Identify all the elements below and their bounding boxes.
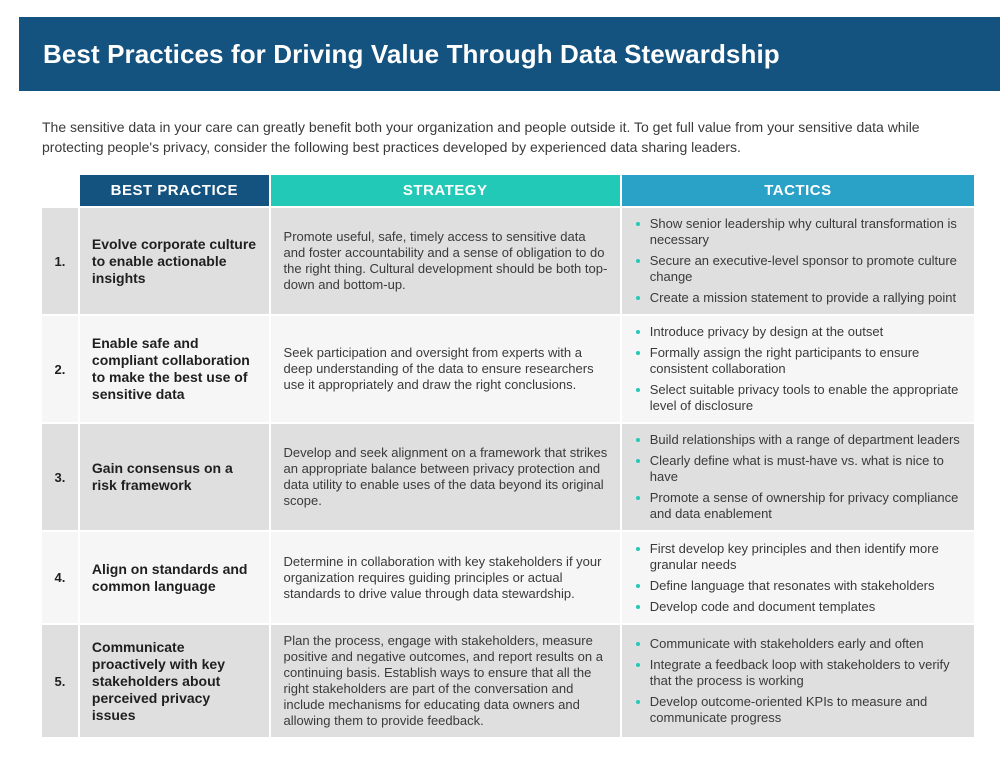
list-item: Introduce privacy by design at the outset bbox=[634, 324, 964, 340]
table-row bbox=[42, 208, 974, 314]
tactics-cell bbox=[622, 424, 974, 530]
practice-cell: Gain consensus on a risk framework bbox=[80, 424, 269, 530]
header-best-practice: BEST PRACTICE bbox=[80, 175, 269, 206]
list-item: Clearly define what is must-have vs. what is nice to have bbox=[634, 453, 964, 485]
practice-cell: Evolve corporate culture to enable actionable insights bbox=[80, 208, 269, 314]
list-item: Communicate with stakeholders early and often bbox=[634, 636, 964, 652]
practice-cell: Communicate proactively with key stakeholders about perceived privacy issues bbox=[80, 625, 269, 737]
list-item: Define language that resonates with stakeholders bbox=[634, 578, 964, 594]
best-practices-table bbox=[42, 175, 974, 737]
row-number: 1. bbox=[42, 208, 78, 314]
tactics-list bbox=[634, 432, 964, 522]
list-item: Formally assign the right participants to ensure consistent collaboration bbox=[634, 345, 964, 377]
tactics-list bbox=[634, 324, 964, 414]
strategy-cell: Seek participation and oversight from experts with a deep understanding of the data to ensure researchers use it appropriately and draw the right conclusions. bbox=[271, 316, 620, 422]
intro-paragraph: The sensitive data in your care can greatly benefit both your organization and people outside it. To get full value from your sensitive data while protecting people's privacy, consider the following best practices developed by experienced data sharing leaders. bbox=[42, 119, 920, 155]
tactics-list bbox=[634, 216, 964, 306]
tactics-cell bbox=[622, 208, 974, 314]
practice-cell: Align on standards and common language bbox=[80, 532, 269, 623]
page-title: Best Practices for Driving Value Through Data Stewardship bbox=[43, 38, 780, 69]
list-item: Build relationships with a range of department leaders bbox=[634, 432, 964, 448]
tactics-list bbox=[634, 541, 964, 615]
table-row bbox=[42, 316, 974, 422]
list-item: Select suitable privacy tools to enable the appropriate level of disclosure bbox=[634, 382, 964, 414]
list-item: Secure an executive-level sponsor to promote culture change bbox=[634, 253, 964, 285]
strategy-cell: Determine in collaboration with key stakeholders if your organization requires guiding principles or actual standards to drive value through data stewardship. bbox=[271, 532, 620, 623]
title-banner bbox=[19, 17, 1000, 91]
table-header-row bbox=[80, 175, 974, 206]
strategy-cell: Develop and seek alignment on a framework that strikes an appropriate balance between privacy protection and data utility to enable uses of the data beyond its original scope. bbox=[271, 424, 620, 530]
tactics-cell bbox=[622, 625, 974, 737]
list-item: Develop outcome-oriented KPIs to measure and communicate progress bbox=[634, 694, 964, 726]
practice-cell: Enable safe and compliant collaboration to make the best use of sensitive data bbox=[80, 316, 269, 422]
strategy-cell: Promote useful, safe, timely access to sensitive data and foster accountability and a sense of obligation to do the right thing. Cultural development should be both top-down and bottom-up. bbox=[271, 208, 620, 314]
table-row bbox=[42, 424, 974, 530]
header-strategy: STRATEGY bbox=[271, 175, 620, 206]
row-number: 5. bbox=[42, 625, 78, 737]
list-item: Promote a sense of ownership for privacy compliance and data enablement bbox=[634, 490, 964, 522]
strategy-cell: Plan the process, engage with stakeholders, measure positive and negative outcomes, and report results on a continuing basis. Establish ways to ensure that all the right stakeholders are part of the conversation and include mechanisms for educating data owners and allowing them to provide feedback. bbox=[271, 625, 620, 737]
tactics-cell bbox=[622, 316, 974, 422]
row-number: 2. bbox=[42, 316, 78, 422]
tactics-cell bbox=[622, 532, 974, 623]
row-number: 4. bbox=[42, 532, 78, 623]
list-item: Develop code and document templates bbox=[634, 599, 964, 615]
row-number: 3. bbox=[42, 424, 78, 530]
list-item: Integrate a feedback loop with stakeholders to verify that the process is working bbox=[634, 657, 964, 689]
table-row bbox=[42, 625, 974, 737]
header-tactics: TACTICS bbox=[622, 175, 974, 206]
tactics-list bbox=[634, 636, 964, 726]
list-item: First develop key principles and then identify more granular needs bbox=[634, 541, 964, 573]
list-item: Create a mission statement to provide a rallying point bbox=[634, 290, 964, 306]
list-item: Show senior leadership why cultural transformation is necessary bbox=[634, 216, 964, 248]
table-row bbox=[42, 532, 974, 623]
